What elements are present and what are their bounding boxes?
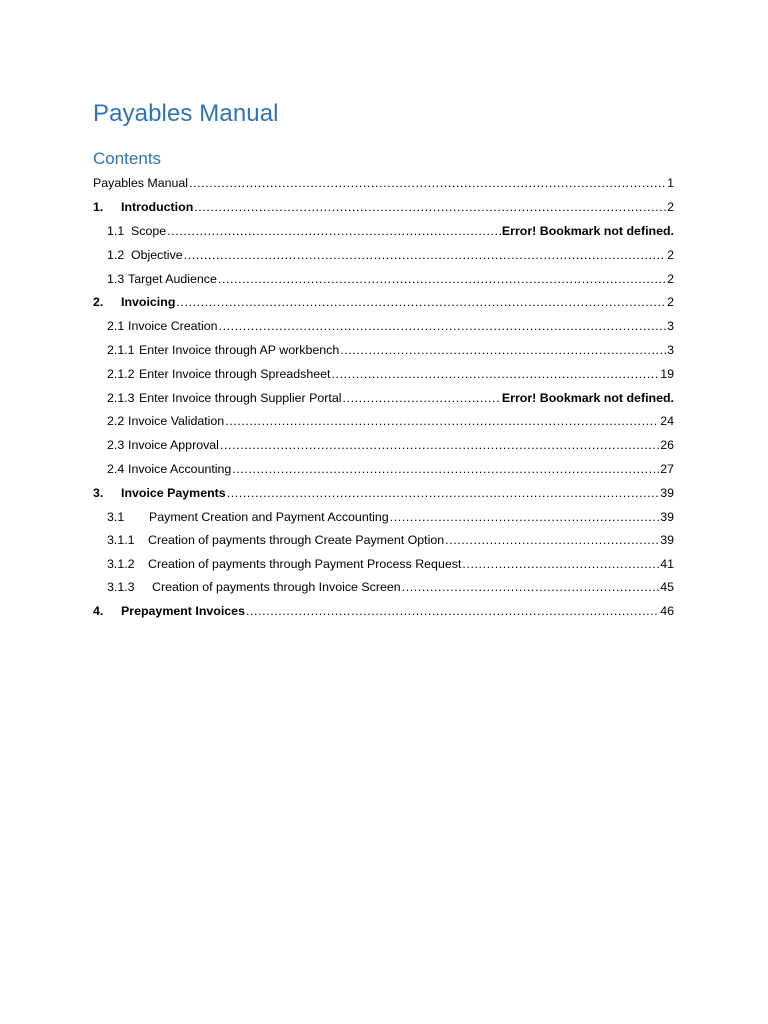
toc-entry-label: Objective [131,248,183,262]
toc-leader-dots [246,603,659,619]
toc-entry-page: 45 [660,580,674,594]
toc-entry-page: 41 [660,557,674,571]
toc-entry-label: Prepayment Invoices [121,604,245,618]
toc-entry-label: Creation of payments through Invoice Screen [152,580,401,594]
toc-entry-label: Invoicing [121,295,176,309]
toc-entry-number: 1.3 [107,272,125,286]
toc-entry-label: Creation of payments through Create Payment Option [148,533,445,547]
toc-entry-label: Scope [131,224,167,238]
toc-entry-page: 3 [667,343,674,357]
toc-entry-page: 39 [660,510,674,524]
toc-entry-target-audience[interactable] [107,269,674,287]
toc-entry-number: 3. [93,486,104,500]
toc-entry-label: Enter Invoice through Supplier Portal [139,391,342,405]
toc-leader-dots [332,366,660,382]
toc-entry-page-error: Error! Bookmark not defined. [501,391,674,405]
toc-entry-number: 3.1.2 [107,557,135,571]
toc-leader-dots [220,437,659,453]
toc-entry-number: 1. [93,200,104,214]
toc-entry-number: 2.2 [107,414,125,428]
toc-entry-page: 2 [667,295,674,309]
toc-entry-label: Creation of payments through Payment Process Request [148,557,462,571]
toc-entry-number: 4. [93,604,104,618]
toc-entry-label: Payables Manual [93,176,189,190]
toc-entry-payment-process-request[interactable] [107,554,674,572]
toc-entry-number: 3.1.1 [107,533,135,547]
toc-entry-prepayment-invoices[interactable] [93,601,674,619]
toc-entry-invoice-creation[interactable] [107,316,674,334]
toc-entry-label: Invoice Payments [121,486,226,500]
toc-entry-page-error: Error! Bookmark not defined. [501,224,674,238]
toc-entry-label: Enter Invoice through AP workbench [139,343,340,357]
toc-entry-invoice-approval[interactable] [107,435,674,453]
toc-entry-page: 26 [660,438,674,452]
toc-entry-number: 3.1.3 [107,580,135,594]
toc-entry-introduction[interactable] [93,197,674,215]
toc-entry-supplier-portal[interactable] [107,388,674,406]
toc-leader-dots [340,342,666,358]
toc-leader-dots [343,390,501,406]
toc-leader-dots [176,294,666,310]
toc-entry-page: 27 [660,462,674,476]
toc-entry-number: 2.1.1 [107,343,135,357]
toc-entry-number: 2.3 [107,438,125,452]
toc-leader-dots [462,556,659,572]
toc-entry-number: 2.1.3 [107,391,135,405]
toc-leader-dots [402,579,660,595]
toc-entry-label: Introduction [121,200,194,214]
toc-entry-spreadsheet[interactable] [107,364,674,382]
toc-entry-payment-creation[interactable] [107,507,674,525]
toc-entry-label: Invoice Accounting [128,462,232,476]
toc-entry-page: 2 [667,272,674,286]
toc-entry-number: 1.1 [107,224,125,238]
toc-entry-label: Invoice Validation [128,414,225,428]
toc-entry-page: 39 [660,486,674,500]
toc-entry-objective[interactable] [107,245,674,263]
toc-entry-invoice-screen[interactable] [107,577,674,595]
toc-leader-dots [167,223,501,239]
toc-entry-page: 2 [667,248,674,262]
toc-leader-dots [225,413,659,429]
toc-entry-number: 3.1 [107,510,125,524]
toc-leader-dots [390,509,660,525]
toc-leader-dots [218,271,666,287]
toc-leader-dots [219,318,667,334]
toc-entry-invoice-validation[interactable] [107,411,674,429]
toc-leader-dots [232,461,659,477]
toc-entry-label: Invoice Approval [128,438,219,452]
toc-entry-page: 19 [660,367,674,381]
toc-entry-invoice-payments[interactable] [93,483,674,501]
toc-entry-page: 2 [667,200,674,214]
toc-entry-label: Enter Invoice through Spreadsheet [139,367,331,381]
toc-entry-number: 2.1.2 [107,367,135,381]
toc-entry-label: Target Audience [128,272,217,286]
toc-entry-payables-manual[interactable] [93,173,674,191]
toc-entry-page: 46 [660,604,674,618]
toc-entry-number: 2. [93,295,104,309]
toc-entry-label: Payment Creation and Payment Accounting [149,510,389,524]
toc-entry-number: 1.2 [107,248,125,262]
toc-leader-dots [227,485,660,501]
toc-leader-dots [445,532,659,548]
toc-leader-dots [184,247,666,263]
toc-entry-ap-workbench[interactable] [107,340,674,358]
toc-entry-invoice-accounting[interactable] [107,459,674,477]
toc-entry-create-payment-option[interactable] [107,530,674,548]
toc-entry-page: 3 [667,319,674,333]
toc-entry-page: 39 [660,533,674,547]
toc-entry-label: Invoice Creation [128,319,218,333]
toc-entry-page: 1 [667,176,674,190]
document-title: Payables Manual [93,100,279,127]
toc-heading: Contents [93,149,162,168]
toc-entry-number: 2.4 [107,462,125,476]
toc-entry-scope[interactable] [107,221,674,239]
toc-leader-dots [194,199,666,215]
toc-entry-page: 24 [660,414,674,428]
toc-entry-invoicing[interactable] [93,292,674,310]
toc-leader-dots [189,175,666,191]
toc-entry-number: 2.1 [107,319,125,333]
